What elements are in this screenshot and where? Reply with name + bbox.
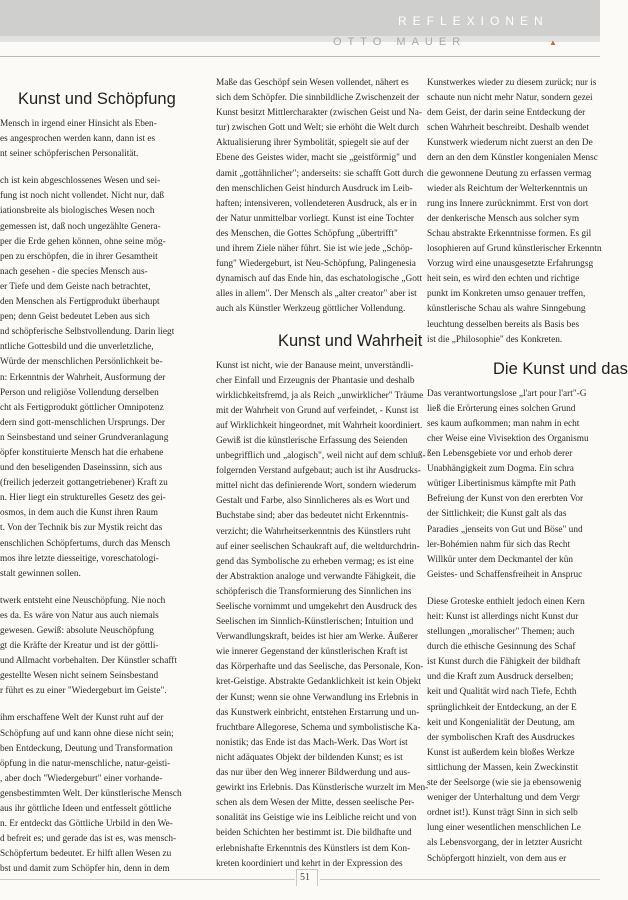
text-line: als Lebensvorgang, der in letzter Ausricht [427, 838, 583, 849]
text-line: iationsbreite als biologisches Wesen noch [0, 206, 155, 217]
text-line: damit „gottähnlicher"; anderseits: sie schafft Gott durch [216, 168, 424, 179]
text-line: gend das Symbolische zu erheben vermag; es ist eine [216, 556, 414, 567]
text-line: gensbestimmten Welt. Der künstlerische Mensch [0, 788, 182, 799]
text-line: es da. Es wäre von Natur aus auch niemals [0, 610, 159, 621]
text-line: n. Er entdeckt das Göttliche Urbild in den We- [0, 819, 173, 830]
text-line: ihm erschaffene Welt der Kunst ruht auf der [0, 713, 164, 724]
text-line: fruchtbare Allegorese, Schema und symbolistische Ka- [216, 722, 421, 733]
running-header [0, 0, 600, 64]
text-line: heit sein, es wird den echten und richtige [427, 274, 580, 285]
text-line: beiden Schichten her bestimmt ist. Die bildhafte und [216, 828, 412, 839]
text-line: gemessen ist, daß noch ungezählte Genera- [0, 221, 161, 232]
text-line: wirklichkeitsfremd, ja als Reich „unwirklicher" Träume [216, 390, 424, 401]
paragraph [427, 387, 600, 583]
text-line: Person und religiöse Vollendung derselben [0, 387, 159, 398]
text-line: nd schöpferische Selbstvollendung. Darin liegt [0, 327, 175, 338]
text-line: tur) zwischen Gott und Welt; sie erhöht die Welt durch [216, 123, 419, 134]
text-line: Ebene des Geistes wider, macht sie „geistförmig" und [216, 153, 417, 164]
text-line: Diese Groteske enthielt jedoch einen Kern [427, 596, 585, 607]
text-line: den Menschen als Fertigprodukt überhaupt [0, 297, 160, 308]
text-line: künstlerische Schau als wahre Sinngebung [427, 304, 586, 315]
text-line: schen als dem Wesen der Mitte, dessen seelische Per- [216, 798, 415, 809]
text-line: fung" Wiedergeburt, ist Neu-Schöpfung, Palingenesia [216, 259, 416, 270]
text-line: gestellte Wesen nicht seinem Seinsbestand [0, 671, 159, 682]
column-middle [216, 76, 429, 876]
text-line: alles in allem". Der Mensch als „alter creator" aber ist [216, 289, 417, 300]
text-line: Schöpfung auf und kann ohne diese nicht sein; [0, 728, 174, 739]
text-line: cht als Fertigprodukt göttlicher Omnipotenz [0, 402, 164, 413]
text-line: dern sind gott-menschlichen Ursprungs. Der [0, 417, 165, 428]
text-line: er Tiefe und dem Geiste nach betrachtet, [0, 281, 151, 292]
author-name: OTTO MAUER [333, 36, 467, 48]
text-line: lung einer wesentlichen menschlichen Le [427, 823, 581, 834]
text-line: die gewonnene Deutung zu erfassen vermag [427, 168, 592, 179]
text-line: den menschlichen Geist hindurch Ausdruck im Leib- [216, 183, 413, 194]
text-line: Paradies „jenseits von Gut und Böse" und [427, 524, 583, 535]
section-heading-die-kunst-und-das: Die Kunst und das [493, 359, 628, 378]
text-line: Mensch in irgend einer Hinsicht als Eben- [0, 119, 157, 129]
text-line: verzicht; die Wahrheitserkenntnis des Künstlers ruht [216, 526, 411, 537]
section-heading-kunst-und-schoepfung: Kunst und Schöpfung [18, 90, 176, 108]
text-line: dern an den dem Künstler kongenialen Mensc [427, 153, 598, 164]
text-line: twerk entsteht eine Neuschöpfung. Nie noch [0, 595, 166, 606]
text-line: das nur über den Weg innerer Bildwerdung und aus- [216, 768, 411, 779]
text-line: Kunst ist außerdem kein bloßes Werkze [427, 747, 575, 758]
text-line: und die Kraft zum Ausdruck derselben; [427, 672, 574, 683]
paragraph [427, 595, 600, 867]
text-line: osmos, in dem auch die Kunst ihren Raum [0, 508, 159, 519]
text-line: der Sittlichkeit; die Kunst galt als das [427, 509, 567, 520]
text-line: Befreiung der Kunst von den ererbten Vor [427, 494, 584, 505]
text-line: per die Erde gehen können, ohne seine mög- [0, 236, 166, 247]
text-line: ist die „Philosophie" des Konkreten. [427, 334, 563, 345]
paragraph [216, 76, 424, 318]
text-line: Maße das Geschöpf sein Wesen vollendet, nähert es [216, 78, 409, 88]
text-line: pen zu erschöpfen, die in ihrer Gesamtheit [0, 251, 158, 262]
text-line: das Kunstwerk einbricht, entstehen Erstarrung und un- [216, 707, 420, 718]
text-line: ließ die Erörterung eines solchen Grund [427, 403, 576, 414]
text-line: schaute nun nicht mehr Natur, sondern gezei [427, 93, 593, 104]
text-line: wieder als Reichtum der Welterkenntnis un [427, 183, 588, 194]
text-line: wütiger Libertinismus kämpfte mit Path [427, 479, 576, 490]
column-middle-body [216, 359, 429, 872]
text-line: unbegrifflich und „alogisch", weil nicht auf dem schluß- [216, 451, 426, 462]
text-line: , aber doch "Wiedergeburt" einer vorhande- [0, 773, 163, 784]
text-line: öpfer konstituierte Mensch hat die erhabene [0, 447, 164, 458]
text-line: ist Kunst durch die Fähigkeit der bildhaft [427, 657, 581, 668]
text-line: punkt im Konkreten umso genauer treffen, [427, 289, 586, 300]
text-line: Kunst besitzt Mittlercharakter (zwischen Geist und Na- [216, 108, 423, 119]
text-line: Buchstabe sind; aber das bedeutet nicht Erkenntnis- [216, 511, 409, 522]
text-line: der Abstraktion analoge und verwandte Fähigkeit, die [216, 571, 416, 582]
magazine-title: REFLEXIONEN [398, 14, 549, 28]
text-line: ordnet ist!). Kunst trägt Sinn in sich selb [427, 808, 578, 819]
text-line: dynamisch auf das Ende hin, das eschatologische „Gott [216, 274, 423, 285]
text-line: bst und damit zum Schöpfer hin, denn in dem [0, 864, 170, 875]
text-line: schöpferisch die Transformierung des Sinnlichen ins [216, 586, 412, 597]
text-line: ßen Lebensgebiete vor und erhob derer [427, 449, 573, 460]
text-line: pen; denn Geist bedeutet Leben aus sich [0, 312, 150, 323]
text-line: sittlichung der Massen, kein Zweckinstit [427, 762, 579, 773]
text-line: dem Geist, der darin seine Entdeckung der [427, 108, 586, 119]
footer-rule-left [0, 879, 295, 880]
text-line: sich dem Schöpfer. Die sinnbildliche Zwischenzeit der [216, 93, 420, 104]
text-line: und ihrem Ziele näher führt. Sie ist wie jede „Schöp- [216, 244, 413, 255]
text-line: ler-Bohémien nahm für sich das Recht [427, 539, 571, 550]
text-line: und den beseligenden Daseinssinn, sich aus [0, 463, 163, 474]
text-line: Seelische vornimmt und umgekehrt den Ausdruck des [216, 602, 417, 612]
paragraph [0, 594, 197, 700]
paragraph [0, 174, 197, 582]
text-line: das Körperhafte und das Seelische, das Personale, Kon- [216, 662, 424, 673]
text-line: weniger der Unterhaltung und dem Vergr [427, 793, 580, 804]
text-line: (freilich jederzeit gottangetriebener) Kraft zu [0, 478, 168, 489]
text-line: folgernden Verstand aufgebaut; auch ist ihr Ausdrucks- [216, 466, 421, 477]
text-line: der denkerische Mensch aus solcher sym [427, 213, 580, 224]
paragraph [0, 117, 197, 162]
text-line: ste der Seelsorge (wie sie ja ebensowenig [427, 778, 582, 789]
text-line: Würde der menschlichen Persönlichkeit be- [0, 357, 163, 368]
text-line: keit und Qualität wird nach Tiefe, Echth [427, 687, 577, 698]
text-line: Gestalt und Farbe, also Sinnlicheres als es Wort und [216, 496, 410, 507]
text-line: mos ihre letzte diesseitige, voreschatologi- [0, 553, 159, 564]
text-line: d befreit es; und gerade das ist es, was mensch- [0, 834, 177, 845]
text-line: öpfung in die natur-menschliche, natur-geisti- [0, 758, 171, 769]
text-line: nicht adäquates Objekt der bildenden Kunst; es ist [216, 752, 403, 763]
text-line: Unabhängigkeit zum Dogma. Ein schra [427, 464, 574, 475]
section-heading-kunst-und-wahrheit: Kunst und Wahrheit [278, 331, 423, 350]
text-line: rung ins Innere zurücknimmt. Erst von dort [427, 198, 589, 209]
text-line: der Natur unmittelbar vorliegt. Kunst ist eine Tochter [216, 213, 414, 224]
text-line: ntliche Gottesbild und die unverletzliche, [0, 342, 154, 353]
text-line: ben Entdeckung, Deutung und Transformation [0, 743, 173, 754]
text-line: nach gesehen - die species Mensch aus- [0, 266, 148, 277]
text-line: stalt gewinnen sollen. [0, 568, 81, 579]
column-left [0, 76, 197, 876]
text-line: Aktualisierung ihrer Symbolität, spiegelt sie auf der [216, 138, 409, 149]
text-line: t. Von der Technik bis zur Mystik reicht das [0, 523, 163, 534]
text-line: Kunstwerkes wieder zu diesem zurück; nur is [427, 78, 597, 88]
text-line: n. Hier liegt ein strukturelles Gesetz des gei- [0, 493, 166, 504]
text-line: durch die ethische Gesinnung des Schaf [427, 642, 576, 653]
text-line: n: Erkenntnis der Wahrheit, Ausformung der [0, 372, 166, 383]
text-line: der Kunst; wenn sie ohne Verwandlung ins Erlebnis in [216, 692, 419, 703]
paragraph [427, 76, 600, 348]
text-line: Gewiß ist die künstlerische Erfassung des Seienden [216, 435, 408, 446]
text-line: Vorzug wird eine unausgesetzte Erfahrungsg [427, 259, 594, 270]
text-line: mit der Wahrheit von Grund auf verfeindet, - Kunst ist [216, 405, 419, 416]
text-line: schen Wahrheit beschreibt. Deshalb wendet [427, 123, 589, 134]
text-line: losophieren auf Grund künstlerischer Erkenntn [427, 244, 602, 255]
text-line: ses kaum aufkommen; man nahm in echt [427, 418, 580, 429]
text-line: sprünglichkeit der Entdeckung, an der E [427, 702, 577, 713]
text-line: des Menschen, die Gottes Schöpfung „übertrifft" [216, 228, 398, 239]
text-line: Verwandlungskraft, beides ist hier am Werke. Äußerer [216, 632, 418, 643]
text-line: aus ihr göttliche Ideen und entfesselt göttliche [0, 804, 172, 815]
triangle-mark-icon: ▲ [549, 38, 557, 47]
text-line: keit und Kongenialität der Deutung, am [427, 717, 575, 728]
text-line: erlebnishafte Erkenntnis des Künstlers ist dem Kon- [216, 843, 411, 854]
text-line: enschlichen Schöpfertums, durch das Mensch [0, 538, 171, 549]
text-line: r führt es zu einer "Wiedergeburt im Geiste". [0, 686, 167, 697]
text-line: kreten koordiniert und kehrt in der Expression des [216, 858, 403, 869]
text-line: sonalität ins Geistige wie ins Leibliche reicht und von [216, 813, 417, 824]
header-rule [0, 56, 600, 57]
header-band-lower [0, 36, 600, 42]
text-line: Willkür unter dem Deckmantel der kün [427, 554, 574, 565]
column-right-body [427, 387, 600, 867]
column-left-body [0, 117, 197, 878]
text-line: kret-Geistige. Abstrakte Gedanklichkeit ist kein Objekt [216, 677, 421, 688]
text-line: Kunst ist nicht, wie der Banause meint, unverständli- [216, 360, 414, 371]
text-line: nt seiner schöpferischen Personalität. [0, 149, 139, 160]
text-line: wie innerer Gegenstand der künstlerischen Kraft ist [216, 647, 408, 658]
text-line: es angesprochen werden kann, dann ist es [0, 134, 156, 145]
paragraph [216, 359, 429, 872]
column-middle-intro [216, 76, 424, 318]
text-line: gewirkt ins Erlebnis. Das Künstlerische wurzelt im Men- [216, 783, 429, 794]
text-line: gt die Kräfte der Kreatur und ist der göttli- [0, 641, 159, 652]
text-line: mittel nicht das definierende Wort, sondern wiederum [216, 481, 417, 492]
text-line: cher Einfall und Erzeugnis der Phantasie und deshalb [216, 375, 415, 386]
text-line: Schau abstrakte Erkenntnisse formen. Es gil [427, 228, 592, 239]
text-line: cher Weise eine Vivisektion des Organismu [427, 433, 589, 444]
text-line: auf einer seelischen Schaukraft auf, die weltdurchdrin- [216, 541, 420, 552]
text-line: und Allmacht vorbehalten. Der Künstler schafft [0, 656, 177, 667]
text-line: nonistik; das Ende ist das Mach-Werk. Das Wort ist [216, 737, 408, 748]
text-line: stellungen „moralischer" Themen; auch [427, 627, 575, 638]
text-line: n Seinsbestand und seiner Grundveranlagung [0, 432, 169, 443]
text-line: leuchtung desselben bereits als Basis bes [427, 319, 580, 330]
text-line: auch als Künstler Werkzeug göttlicher Vollendung. [216, 304, 406, 315]
text-line: Das verantwortungslose „l'art pour l'art"-G [427, 388, 587, 399]
text-line: Kunstwerk wiederum nicht zuerst an den De [427, 138, 593, 149]
text-line: fung ist noch nicht vollendet. Nicht nur, daß [0, 191, 165, 202]
page-number: 51 [300, 872, 310, 883]
footer-rule-right [320, 879, 600, 880]
column-right-intro [427, 76, 600, 348]
text-line: auf Wirklichkeit hingeordnet, mit Wahrheit koordiniert. [216, 420, 423, 431]
column-right [427, 76, 628, 876]
text-line: gewesen. Gewiß: absolute Neuschöpfung [0, 626, 154, 636]
paragraph [0, 711, 197, 877]
text-line: Geistes- und Schaffensfreiheit in Anspruc [427, 569, 583, 580]
text-line: Schöpfergott hinzielt, von dem aus er [427, 853, 567, 864]
text-line: Schöpfertum bedeutet. Er hilft allen Wesen zu [0, 849, 172, 860]
text-line: haften; intensiveren, vollendeteren Ausdruck, als er in [216, 198, 417, 209]
text-line: Seelischen im Sinnlich-Künstlerischen; Intuition und [216, 617, 414, 628]
text-line: heit: Kunst ist allerdings nicht Kunst dur [427, 612, 579, 622]
text-line: ch ist kein abgeschlossenes Wesen und sei- [0, 176, 161, 187]
text-line: der symbolischen Kraft des Ausdruckes [427, 732, 575, 743]
